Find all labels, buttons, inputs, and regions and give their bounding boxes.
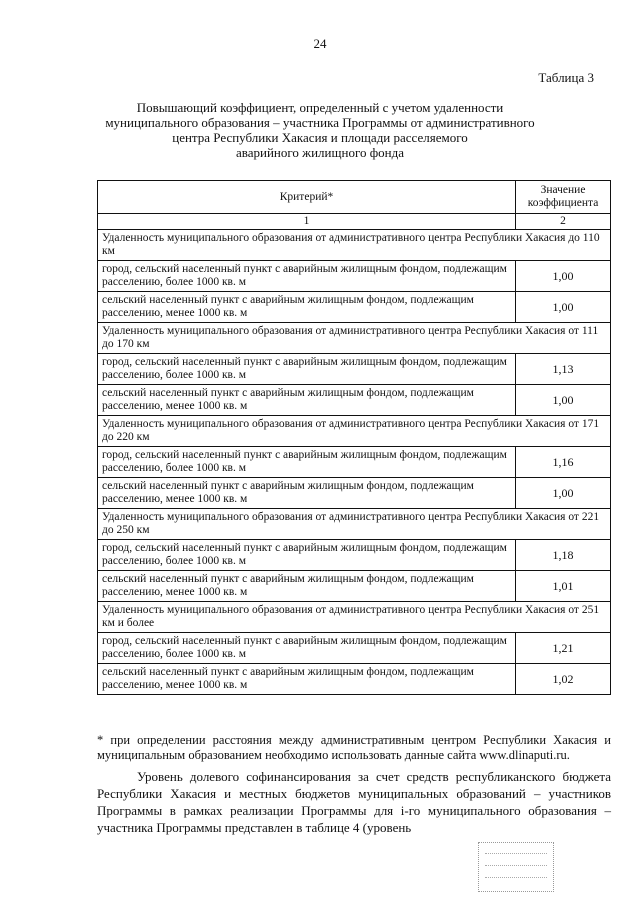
page-number: 24	[313, 36, 327, 51]
coefficient-value: 1,00	[516, 385, 611, 416]
coefficient-value: 1,13	[516, 354, 611, 385]
column-number: 1	[98, 214, 516, 230]
title-line: Повышающий коэффициент, определенный с учетом удаленности	[136, 100, 504, 115]
column-number: 2	[516, 214, 611, 230]
criterion-cell: сельский населенный пункт с аварийным жилищным фондом, подлежащим расселению, менее 1000 кв. м	[98, 478, 516, 509]
distance-group-label: Удаленность муниципального образования от административного центра Республики Хакасия от 111 до 170 км	[98, 323, 611, 354]
criterion-cell: город, сельский населенный пункт с аварийным жилищным фондом, подлежащим расселению, более 1000 кв. м	[98, 261, 516, 292]
coefficient-value: 1,16	[516, 447, 611, 478]
criterion-cell: сельский населенный пункт с аварийным жилищным фондом, подлежащим расселению, менее 1000 кв. м	[98, 292, 516, 323]
coefficient-value: 1,00	[516, 292, 611, 323]
criterion-cell: сельский населенный пункт с аварийным жилищным фондом, подлежащим расселению, менее 1000 кв. м	[98, 664, 516, 695]
title-line: муниципального образования – участника Программы от административного	[105, 115, 535, 130]
coefficient-value: 1,00	[516, 261, 611, 292]
table-title	[100, 100, 540, 160]
distance-group-label: Удаленность муниципального образования от административного центра Республики Хакасия до 110 км	[98, 230, 611, 261]
coefficient-value: 1,02	[516, 664, 611, 695]
distance-group-label: Удаленность муниципального образования от административного центра Республики Хакасия от 221 до 250 км	[98, 509, 611, 540]
coefficient-value: 1,01	[516, 571, 611, 602]
footnote: * при определении расстояния между административным центром Республики Хакасия и муниципальным образованием необходимо использовать данные сайта www.dlinaputi.ru.	[97, 733, 611, 762]
criterion-cell: город, сельский населенный пункт с аварийным жилищным фондом, подлежащим расселению, более 1000 кв. м	[98, 447, 516, 478]
body-paragraph: Уровень долевого софинансирования за счет средств республиканского бюджета Республики Хакасия и местных бюджетов муниципальных образований – участников Программы в рамках реализации Программы для i-го муниципального образования – участника Программы представлен в таблице 4 (уровень	[97, 769, 611, 835]
coefficient-value: 1,00	[516, 478, 611, 509]
criterion-cell: сельский населенный пункт с аварийным жилищным фондом, подлежащим расселению, менее 1000 кв. м	[98, 385, 516, 416]
criterion-cell: город, сельский населенный пункт с аварийным жилищным фондом, подлежащим расселению, более 1000 кв. м	[98, 354, 516, 385]
distance-group-label: Удаленность муниципального образования от административного центра Республики Хакасия от 171 до 220 км	[98, 416, 611, 447]
criterion-cell: сельский населенный пункт с аварийным жилищным фондом, подлежащим расселению, менее 1000 кв. м	[98, 571, 516, 602]
coefficient-value: 1,21	[516, 633, 611, 664]
header-value: Значение коэффициента	[516, 181, 611, 214]
header-criterion: Критерий*	[98, 181, 516, 214]
coefficient-table	[97, 180, 611, 695]
scan-stamp-mark	[478, 842, 554, 892]
distance-group-label: Удаленность муниципального образования от административного центра Республики Хакасия от 251 км и более	[98, 602, 611, 633]
criterion-cell: город, сельский населенный пункт с аварийным жилищным фондом, подлежащим расселению, более 1000 кв. м	[98, 633, 516, 664]
title-line: центра Республики Хакасия и площади расселяемого	[172, 130, 468, 145]
title-line: аварийного жилищного фонда	[235, 145, 404, 160]
coefficient-value: 1,18	[516, 540, 611, 571]
criterion-cell: город, сельский населенный пункт с аварийным жилищным фондом, подлежащим расселению, более 1000 кв. м	[98, 540, 516, 571]
table-label: Таблица 3	[538, 70, 594, 85]
